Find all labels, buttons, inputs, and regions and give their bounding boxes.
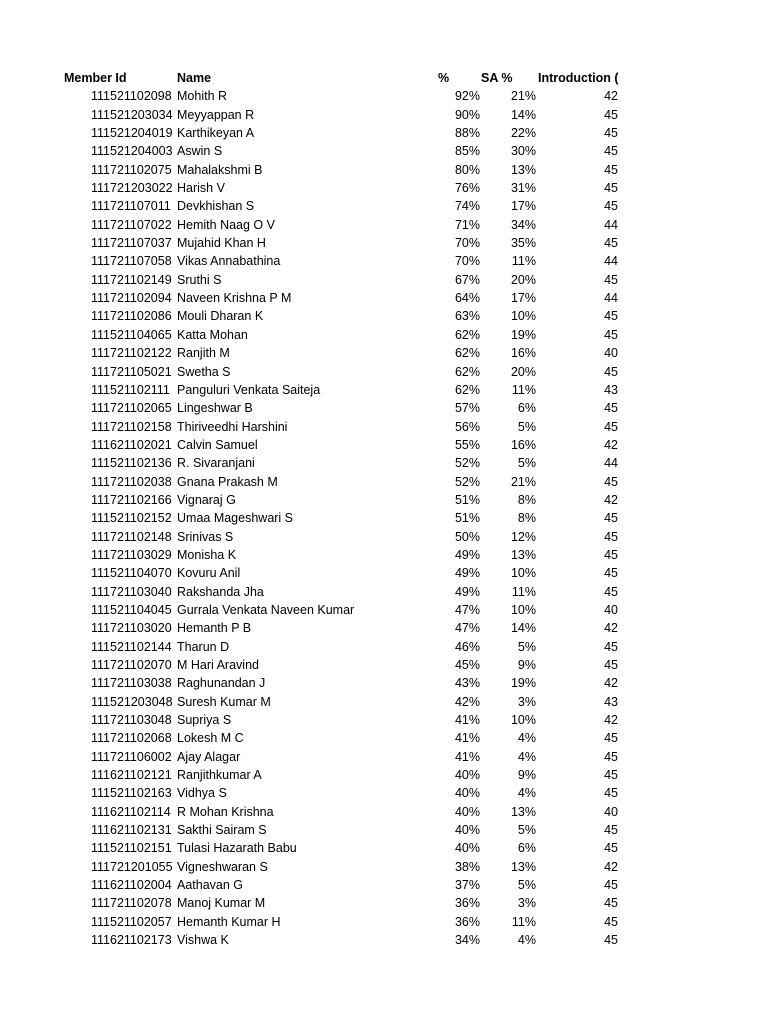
member-id-cell: 111721102094 (91, 291, 172, 306)
table-row (0, 344, 768, 362)
member-id-cell: 111521102163 (91, 786, 172, 801)
member-id-cell: 111521203048 (91, 694, 173, 709)
name-cell: Raghunandan J (177, 676, 266, 691)
percent-cell: 62% (454, 327, 480, 342)
introduction-cell: 45 (604, 309, 618, 324)
sa-percent-cell: 14% (510, 621, 536, 636)
name-cell: R Mohan Krishna (177, 804, 274, 819)
table-row (0, 931, 768, 949)
introduction-cell: 45 (604, 841, 618, 856)
sa-percent-cell: 4% (517, 749, 536, 764)
table-row (0, 124, 768, 142)
name-cell: Mujahid Khan H (177, 236, 266, 251)
name-cell: Lingeshwar B (177, 401, 253, 416)
percent-cell: 50% (454, 529, 480, 544)
percent-cell: 49% (454, 584, 480, 599)
member-id-cell: 111721105021 (91, 364, 172, 379)
percent-cell: 67% (454, 272, 480, 287)
introduction-cell: 45 (604, 144, 618, 159)
member-id-cell: 111721102086 (91, 309, 172, 324)
introduction-cell: 43 (604, 382, 618, 397)
introduction-cell: 45 (604, 364, 618, 379)
column-header-percent: % (438, 71, 450, 85)
table-row (0, 106, 768, 124)
table-row (0, 638, 768, 656)
sa-percent-cell: 5% (517, 878, 536, 893)
table-row (0, 601, 768, 619)
sa-percent-cell: 8% (517, 492, 536, 507)
introduction-cell: 45 (604, 896, 618, 911)
sa-percent-cell: 10% (510, 713, 536, 728)
name-cell: Devkhishan S (177, 199, 255, 214)
percent-cell: 71% (454, 217, 480, 232)
sa-percent-cell: 20% (510, 364, 536, 379)
table-row (0, 436, 768, 454)
introduction-cell: 45 (604, 914, 618, 929)
table-row (0, 803, 768, 821)
sa-percent-cell: 20% (510, 272, 536, 287)
member-id-cell: 111721102149 (91, 272, 172, 287)
name-cell: Panguluri Venkata Saiteja (177, 382, 321, 397)
name-cell: M Hari Aravind (177, 658, 259, 672)
percent-cell: 64% (454, 291, 480, 306)
name-cell: Hemanth P B (177, 621, 252, 636)
sa-percent-cell: 5% (517, 823, 536, 838)
name-cell: Suresh Kumar M (177, 694, 271, 709)
sa-percent-cell: 31% (510, 181, 536, 196)
introduction-cell: 45 (604, 511, 618, 526)
name-cell: Mouli Dharan K (177, 309, 264, 324)
percent-cell: 47% (454, 621, 480, 636)
sa-percent-cell: 11% (511, 382, 536, 397)
table-row (0, 216, 768, 234)
name-cell: Thiriveedhi Harshini (177, 419, 288, 434)
sa-percent-cell: 21% (510, 89, 536, 104)
sa-percent-cell: 16% (510, 437, 536, 452)
table-row (0, 546, 768, 564)
member-id-cell: 111721106002 (91, 749, 172, 764)
name-cell: Hemanth Kumar H (177, 914, 281, 929)
percent-cell: 52% (454, 456, 480, 471)
member-id-cell: 111721103020 (91, 621, 172, 636)
introduction-cell: 45 (604, 749, 618, 764)
introduction-cell: 42 (604, 676, 618, 691)
sa-percent-cell: 5% (517, 419, 536, 434)
percent-cell: 62% (454, 346, 480, 361)
member-id-cell: 111721102166 (91, 492, 172, 507)
member-id-cell: 111721102122 (91, 346, 172, 361)
sa-percent-cell: 10% (510, 309, 536, 324)
sa-percent-cell: 5% (517, 456, 536, 471)
percent-cell: 63% (454, 309, 480, 324)
name-cell: Mahalakshmi B (177, 162, 263, 177)
sa-percent-cell: 13% (510, 804, 536, 819)
introduction-cell: 45 (604, 823, 618, 838)
member-id-cell: 111521203034 (91, 107, 173, 122)
name-cell: Monisha K (177, 547, 237, 562)
name-cell: Mohith R (177, 89, 228, 104)
sa-percent-cell: 17% (510, 291, 536, 306)
percent-cell: 43% (454, 676, 480, 691)
sa-percent-cell: 8% (517, 511, 536, 526)
introduction-cell: 42 (604, 89, 618, 104)
table-row (0, 674, 768, 692)
sa-percent-cell: 13% (510, 162, 536, 177)
introduction-cell: 42 (604, 492, 618, 507)
column-header-introduction: Introduction ( (538, 71, 619, 85)
table-row (0, 473, 768, 491)
table-row (0, 87, 768, 105)
introduction-cell: 42 (604, 859, 618, 874)
introduction-cell: 44 (604, 217, 618, 232)
table-row (0, 656, 768, 674)
table-row (0, 821, 768, 839)
name-cell: R. Sivaranjani (177, 456, 255, 471)
member-id-cell: 111521104065 (91, 327, 172, 342)
member-id-cell: 111621102004 (91, 878, 172, 893)
introduction-cell: 45 (604, 199, 618, 214)
name-cell: Gurrala Venkata Naveen Kumar (177, 602, 355, 617)
table-row (0, 307, 768, 325)
percent-cell: 49% (454, 547, 480, 562)
percent-cell: 92% (454, 89, 480, 104)
name-cell: Aathavan G (177, 878, 244, 893)
percent-cell: 40% (454, 823, 480, 838)
name-cell: Ranjith M (177, 346, 230, 361)
sa-percent-cell: 6% (517, 841, 536, 856)
name-cell: Ranjithkumar A (177, 768, 262, 783)
table-row (0, 252, 768, 270)
name-cell: Kovuru Anil (177, 566, 241, 581)
percent-cell: 62% (454, 364, 480, 379)
table-row (0, 766, 768, 784)
sa-percent-cell: 6% (517, 401, 536, 416)
percent-cell: 40% (454, 768, 480, 783)
name-cell: Vikas Annabathina (177, 254, 281, 269)
column-header-sa-percent: SA % (481, 71, 513, 85)
member-id-cell: 111521204003 (91, 144, 173, 159)
percent-cell: 36% (454, 896, 480, 911)
member-table (0, 69, 768, 950)
introduction-cell: 45 (604, 162, 618, 177)
sa-percent-cell: 13% (510, 859, 536, 874)
name-cell: Vidhya S (177, 786, 227, 801)
member-id-cell: 111721107022 (91, 217, 172, 232)
name-cell: Vishwa K (177, 933, 229, 948)
introduction-cell: 45 (604, 327, 618, 342)
percent-cell: 85% (454, 144, 480, 159)
member-id-cell: 111521102144 (91, 639, 172, 654)
introduction-cell: 43 (604, 694, 618, 709)
sa-percent-cell: 11% (511, 254, 536, 269)
introduction-cell: 45 (604, 126, 618, 141)
name-cell: Manoj Kumar M (177, 896, 266, 911)
name-cell: Hemith Naag O V (177, 217, 275, 232)
member-id-cell: 111721102070 (91, 658, 172, 672)
name-cell: Sakthi Sairam S (177, 823, 267, 838)
column-header-member-id: Member Id (64, 71, 127, 85)
sa-percent-cell: 9% (517, 658, 536, 672)
table-row (0, 528, 768, 546)
name-cell: Swetha S (177, 364, 231, 379)
introduction-cell: 45 (604, 107, 618, 122)
percent-cell: 34% (454, 933, 480, 948)
introduction-cell: 42 (604, 713, 618, 728)
percent-cell: 37% (454, 878, 480, 893)
name-cell: Lokesh M C (177, 731, 244, 746)
sa-percent-cell: 35% (510, 236, 536, 251)
percent-cell: 47% (454, 602, 480, 617)
sa-percent-cell: 17% (510, 199, 536, 214)
member-id-cell: 111521204019 (91, 126, 173, 141)
introduction-cell: 45 (604, 272, 618, 287)
member-id-cell: 111721102075 (91, 162, 172, 177)
table-row (0, 693, 768, 711)
introduction-cell: 42 (604, 437, 618, 452)
member-id-cell: 111721201055 (91, 859, 173, 874)
table-row (0, 509, 768, 527)
percent-cell: 40% (454, 786, 480, 801)
introduction-cell: 44 (604, 291, 618, 306)
member-id-cell: 111721102038 (91, 474, 172, 489)
member-id-cell: 111721102065 (91, 401, 172, 416)
percent-cell: 40% (454, 804, 480, 819)
member-id-cell: 111521102057 (91, 914, 172, 929)
member-id-cell: 111721102148 (91, 529, 172, 544)
sa-percent-cell: 22% (510, 126, 536, 141)
sa-percent-cell: 4% (517, 731, 536, 746)
name-cell: Meyyappan R (177, 107, 255, 122)
sa-percent-cell: 34% (510, 217, 536, 232)
table-row (0, 913, 768, 931)
member-id-cell: 111721102068 (91, 731, 172, 746)
table-row (0, 179, 768, 197)
member-id-cell: 111721102078 (91, 896, 172, 911)
introduction-cell: 45 (604, 419, 618, 434)
percent-cell: 51% (454, 511, 480, 526)
table-row (0, 491, 768, 509)
introduction-cell: 40 (604, 804, 618, 819)
member-id-cell: 111721103038 (91, 676, 172, 691)
name-cell: Aswin S (177, 144, 223, 159)
percent-cell: 70% (454, 236, 480, 251)
name-cell: Umaa Mageshwari S (177, 511, 294, 526)
percent-cell: 56% (454, 419, 480, 434)
sa-percent-cell: 19% (510, 327, 536, 342)
table-row (0, 894, 768, 912)
name-cell: Vigneshwaran S (177, 859, 268, 874)
introduction-cell: 45 (604, 566, 618, 581)
percent-cell: 90% (454, 107, 480, 122)
table-row (0, 711, 768, 729)
percent-cell: 41% (454, 713, 480, 728)
sa-percent-cell: 12% (510, 529, 536, 544)
introduction-cell: 45 (604, 878, 618, 893)
table-row (0, 271, 768, 289)
sa-percent-cell: 19% (510, 676, 536, 691)
percent-cell: 70% (454, 254, 480, 269)
name-cell: Gnana Prakash M (177, 474, 278, 489)
name-cell: Ajay Alagar (177, 749, 241, 764)
percent-cell: 41% (454, 749, 480, 764)
name-cell: Harish V (177, 181, 225, 196)
member-id-cell: 111521102136 (91, 456, 172, 471)
member-id-cell: 111521102151 (91, 841, 172, 856)
percent-cell: 40% (454, 841, 480, 856)
introduction-cell: 45 (604, 933, 618, 948)
table-row (0, 784, 768, 802)
introduction-cell: 45 (604, 768, 618, 783)
name-cell: Karthikeyan A (177, 126, 255, 141)
introduction-cell: 45 (604, 639, 618, 654)
percent-cell: 74% (454, 199, 480, 214)
introduction-cell: 45 (604, 731, 618, 746)
introduction-cell: 40 (604, 602, 618, 617)
percent-cell: 45% (454, 658, 480, 672)
member-id-cell: 111621102173 (91, 933, 172, 948)
table-row (0, 363, 768, 381)
sa-percent-cell: 10% (510, 566, 536, 581)
table-body (0, 87, 768, 949)
member-id-cell: 111721107058 (91, 254, 172, 269)
introduction-cell: 45 (604, 236, 618, 251)
table-row (0, 583, 768, 601)
table-row (0, 564, 768, 582)
member-id-cell: 111721203022 (91, 181, 173, 196)
name-cell: Tulasi Hazarath Babu (177, 841, 297, 856)
table-row (0, 858, 768, 876)
introduction-cell: 45 (604, 786, 618, 801)
sa-percent-cell: 3% (517, 896, 536, 911)
sa-percent-cell: 21% (510, 474, 536, 489)
sa-percent-cell: 10% (510, 602, 536, 617)
table-row (0, 326, 768, 344)
percent-cell: 46% (454, 639, 480, 654)
member-id-cell: 111521102098 (91, 89, 172, 104)
sa-percent-cell: 30% (510, 144, 536, 159)
introduction-cell: 44 (604, 456, 618, 471)
introduction-cell: 45 (604, 529, 618, 544)
name-cell: Supriya S (177, 713, 232, 728)
introduction-cell: 45 (604, 658, 618, 672)
sa-percent-cell: 4% (517, 786, 536, 801)
introduction-cell: 45 (604, 181, 618, 196)
introduction-cell: 40 (604, 346, 618, 361)
member-id-cell: 111721102158 (91, 419, 172, 434)
percent-cell: 36% (454, 914, 480, 929)
sa-percent-cell: 11% (511, 914, 536, 929)
member-id-cell: 111521104045 (91, 602, 172, 617)
name-cell: Srinivas S (177, 529, 234, 544)
table-header-row (0, 69, 768, 87)
percent-cell: 38% (454, 859, 480, 874)
member-id-cell: 111621102121 (91, 768, 172, 783)
sa-percent-cell: 3% (517, 694, 536, 709)
sa-percent-cell: 13% (510, 547, 536, 562)
member-id-cell: 111621102021 (91, 437, 172, 452)
name-cell: Vignaraj G (177, 492, 236, 507)
introduction-cell: 45 (604, 474, 618, 489)
member-id-cell: 111721103048 (91, 713, 172, 728)
table-row (0, 142, 768, 160)
introduction-cell: 45 (604, 401, 618, 416)
percent-cell: 42% (454, 694, 480, 709)
percent-cell: 52% (454, 474, 480, 489)
percent-cell: 55% (454, 437, 480, 452)
member-id-cell: 111621102131 (91, 823, 172, 838)
introduction-cell: 45 (604, 584, 618, 599)
table-row (0, 748, 768, 766)
table-row (0, 381, 768, 399)
table-row (0, 729, 768, 747)
table-row (0, 619, 768, 637)
table-row (0, 234, 768, 252)
name-cell: Rakshanda Jha (177, 584, 264, 599)
name-cell: Calvin Samuel (177, 437, 258, 452)
sa-percent-cell: 16% (510, 346, 536, 361)
percent-cell: 62% (454, 382, 480, 397)
member-id-cell: 111721107037 (91, 236, 172, 251)
table-row (0, 161, 768, 179)
column-header-name: Name (177, 71, 212, 85)
percent-cell: 88% (454, 126, 480, 141)
sa-percent-cell: 9% (517, 768, 536, 783)
introduction-cell: 44 (604, 254, 618, 269)
member-id-cell: 111521102152 (91, 511, 172, 526)
member-id-cell: 111521102111 (91, 382, 170, 397)
table-row (0, 399, 768, 417)
name-cell: Sruthi S (177, 272, 222, 287)
percent-cell: 76% (454, 181, 480, 196)
table-row (0, 839, 768, 857)
name-cell: Naveen Krishna P M (177, 291, 292, 306)
table-row (0, 876, 768, 894)
percent-cell: 80% (454, 162, 480, 177)
sa-percent-cell: 14% (510, 107, 536, 122)
percent-cell: 51% (454, 492, 480, 507)
member-id-cell: 111621102114 (91, 804, 171, 819)
table-row (0, 289, 768, 307)
member-id-cell: 111521104070 (91, 566, 172, 581)
name-cell: Tharun D (177, 639, 230, 654)
member-id-cell: 111721103040 (91, 584, 172, 599)
percent-cell: 49% (454, 566, 480, 581)
table-row (0, 197, 768, 215)
table-row (0, 454, 768, 472)
name-cell: Katta Mohan (177, 327, 248, 342)
sa-percent-cell: 11% (511, 584, 536, 599)
introduction-cell: 45 (604, 547, 618, 562)
introduction-cell: 42 (604, 621, 618, 636)
member-id-cell: 111721103029 (91, 547, 172, 562)
sa-percent-cell: 4% (517, 933, 536, 948)
sa-percent-cell: 5% (517, 639, 536, 654)
member-id-cell: 111721107011 (91, 199, 171, 214)
table-row (0, 418, 768, 436)
percent-cell: 57% (454, 401, 480, 416)
percent-cell: 41% (454, 731, 480, 746)
